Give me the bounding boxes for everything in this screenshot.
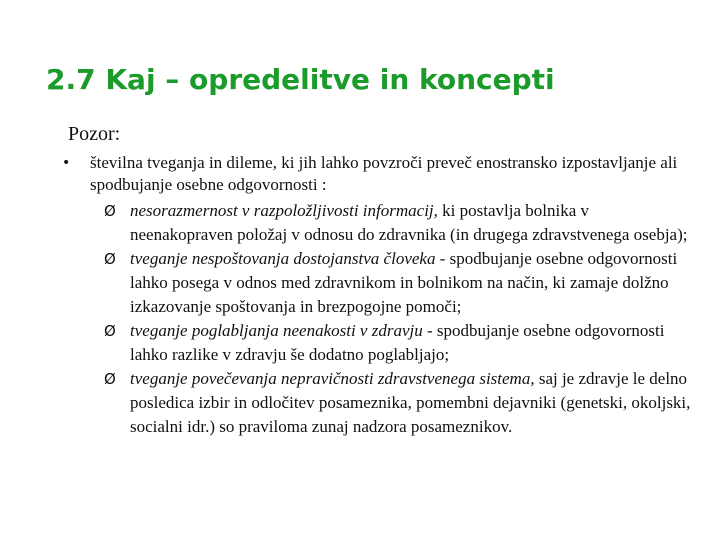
bullet-text: številna tveganja in dileme, ki jih lahko povzroči preveč enostransko izpostavljanje ali spodbujanje osebne odgovornosti :: [90, 153, 678, 194]
sub-item-text: spodbujanje osebne odgovornosti lahko posega v odnos med zdravnikom in bolnikom na način, ki zamaje dolžno izkazovanje spoštovanja in brezpogojne pomoči;: [130, 249, 678, 316]
arrow-bullet-icon: Ø: [104, 250, 116, 268]
bullet-icon: •: [62, 155, 71, 171]
sub-item-emphasis: tveganje poglabljanja neenakosti v zdravju -: [130, 321, 433, 340]
sub-item-dignity-risk: [104, 247, 704, 319]
sub-item-emphasis: tveganje povečevanja nepravičnosti zdravstvenega sistema,: [130, 369, 535, 388]
sub-item-text: ki postavlja bolnika v neenakopraven položaj v odnosu do zdravnika (in drugega zdravstvenega osebja);: [130, 201, 688, 244]
arrow-bullet-icon: Ø: [104, 202, 116, 220]
sub-item-text: spodbujanje osebne odgovornosti lahko razlike v zdravju še dodatno poglabljajo;: [130, 321, 665, 364]
sub-item-information-asymmetry: [104, 199, 704, 247]
sub-item-emphasis: tveganje nespoštovanja dostojanstva človeka -: [130, 249, 446, 268]
sub-item-health-inequality: [104, 319, 704, 367]
bullet-point: [62, 152, 702, 196]
sub-item-text: saj je zdravje le delno posledica izbir in odločitev posameznika, pomembni dejavniki (genetski, okoljski, socialni idr.) so praviloma zunaj nadzora posameznikov.: [130, 369, 691, 436]
arrow-bullet-icon: Ø: [104, 370, 116, 388]
sub-list: [104, 199, 704, 439]
arrow-bullet-icon: Ø: [104, 322, 116, 340]
sub-item-system-injustice: [104, 367, 704, 439]
slide-title: 2.7 Kaj – opredelitve in koncepti: [46, 63, 555, 96]
intro-label: Pozor:: [68, 123, 121, 145]
sub-item-emphasis: nesorazmernost v razpoložljivosti informacij,: [130, 201, 438, 220]
